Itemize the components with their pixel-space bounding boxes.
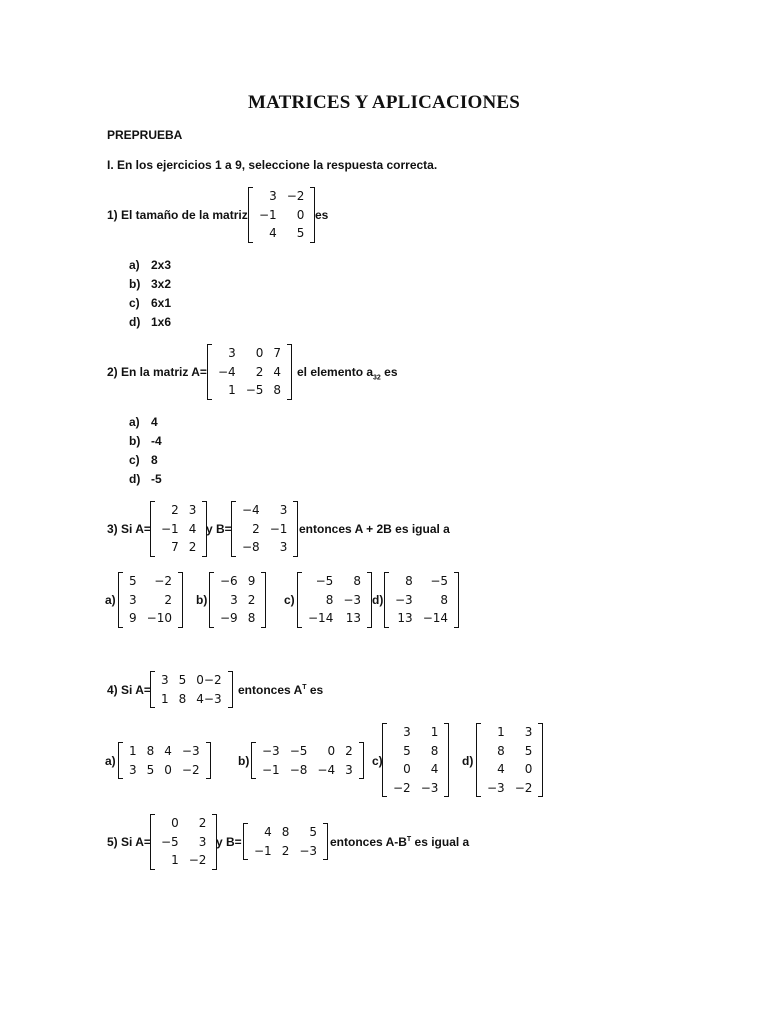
matrix-cell: −5 [161, 834, 179, 849]
matrix-cell: 2 [171, 503, 179, 517]
matrix-cell: 3 [279, 503, 288, 517]
q2-option [129, 472, 162, 486]
matrix-cell: 4 [430, 762, 439, 776]
matrix-cell: 9 [247, 574, 256, 588]
matrix-cell: 5 [403, 743, 411, 758]
instructions: I. En los ejercicios 1 a 9, seleccione la respuesta correcta. [107, 158, 438, 172]
matrix-left-bracket [207, 344, 212, 400]
matrix-cell: −6 [220, 574, 238, 588]
matrix-left-bracket [248, 187, 253, 243]
matrix-cell: 9 [129, 611, 137, 625]
matrix-cell: −14 [308, 611, 334, 625]
matrix-cell: −2 [181, 762, 200, 777]
q4-option-c-label: c) [372, 754, 383, 768]
matrix-cell: 0 [327, 744, 336, 758]
matrix-cell: 3 [129, 762, 137, 777]
matrix-cell: 2 [345, 744, 353, 758]
q5-prefix: 5) Si A= [107, 835, 151, 849]
matrix-cell: 1 [129, 744, 137, 758]
matrix-cell: −8 [289, 762, 308, 777]
matrix-cell: −3 [181, 744, 200, 758]
matrix-cell: −4 [242, 503, 260, 517]
matrix-cell: 5 [309, 825, 318, 839]
q1-option [129, 315, 171, 329]
matrix-cell: 3 [524, 725, 533, 739]
matrix-right-bracket [323, 823, 328, 860]
q5-mid: y B= [216, 835, 242, 849]
matrix-left-bracket [243, 823, 248, 860]
section-heading: PREPRUEBA [107, 128, 183, 142]
q5-suffix: entonces $A-B^T$ es igual a [330, 835, 470, 849]
matrix-cell: −8 [242, 540, 260, 554]
matrix-cell: 8 [325, 592, 334, 607]
q3-matrix-a [150, 501, 207, 557]
matrix-cell: −2 [188, 853, 207, 867]
q4-option-c-matrix [382, 723, 449, 797]
q4-option-d-label: d) [462, 754, 474, 768]
matrix-cell: 4 [497, 762, 505, 776]
matrix-cell: 1 [161, 691, 169, 706]
matrix-cell: 8 [440, 592, 449, 607]
matrix-cell: 0 [171, 816, 179, 830]
q3-matrix-b [231, 501, 298, 557]
q4-option-d-matrix [476, 723, 543, 797]
option-text: -4 [151, 434, 162, 448]
matrix-cell: 8 [405, 574, 413, 588]
q3-suffix: entonces A + 2B es igual a [299, 522, 450, 536]
matrix-cell: −4 [317, 762, 336, 777]
option-label: b) [129, 277, 141, 291]
option-text: 6x1 [151, 296, 172, 310]
matrix-right-bracket [228, 671, 233, 708]
matrix-cell: 8 [497, 743, 505, 758]
matrix-cell: 8 [281, 825, 290, 839]
matrix-cell: 3 [345, 762, 353, 777]
matrix-cell: 5 [129, 574, 137, 588]
matrix-left-bracket [297, 572, 302, 628]
matrix-cell: 5 [146, 762, 155, 777]
q4-prefix: 4) Si A= [107, 683, 151, 697]
option-text: -5 [151, 472, 162, 486]
matrix-cell: 4−3 [196, 691, 222, 706]
q5-matrix-b [243, 823, 328, 860]
option-text: 4 [151, 415, 158, 429]
q3-option-a-matrix [118, 572, 183, 628]
matrix-right-bracket [261, 572, 266, 628]
option-text: 3x2 [151, 277, 172, 291]
matrix-cell: −5 [430, 574, 449, 588]
matrix-cell: −3 [299, 843, 318, 858]
matrix-cell: 2 [164, 592, 172, 607]
matrix-cell: 1 [430, 725, 439, 739]
matrix-cell: 8 [178, 691, 187, 706]
q3-option-a-label: a) [105, 593, 116, 607]
matrix-right-bracket [538, 723, 543, 797]
matrix-left-bracket [251, 742, 256, 779]
matrix-cell: 5 [178, 673, 187, 687]
matrix-cell: −1 [269, 521, 288, 536]
option-text: 2x3 [151, 258, 172, 272]
matrix-cell: −5 [245, 383, 264, 397]
matrix-cell: −1 [262, 762, 280, 777]
matrix-left-bracket [382, 723, 387, 797]
q2-suffix: el elemento $a_{32}$ es [297, 365, 398, 382]
matrix-cell: −3 [343, 592, 362, 607]
matrix-cell: 5 [524, 743, 533, 758]
q3-option-d-label: d) [372, 593, 384, 607]
matrix-cell: 3 [269, 189, 277, 203]
matrix-cell: 0 [255, 346, 264, 360]
matrix-cell: 1 [171, 853, 179, 867]
option-label: c) [129, 296, 140, 310]
matrix-right-bracket [359, 742, 364, 779]
matrix-cell: 3 [129, 592, 137, 607]
q4-option-a-matrix [118, 742, 211, 779]
matrix-cell: 3 [188, 503, 197, 517]
matrix-cell: 0 [524, 762, 533, 776]
matrix-cell: −3 [487, 780, 505, 795]
matrix-cell: 0 [296, 207, 305, 222]
matrix-cell: −3 [262, 744, 280, 758]
matrix-cell: 3 [161, 673, 169, 687]
matrix-left-bracket [150, 814, 155, 870]
matrix-cell: 0−2 [196, 673, 222, 687]
q3-mid: y B= [206, 522, 232, 536]
q5-matrix-a [150, 814, 217, 870]
matrix-cell: −14 [422, 611, 449, 625]
matrix-cell: 13 [397, 611, 413, 625]
q4-suffix: entonces $A^T$ es [238, 683, 324, 697]
q1-suffix: es [315, 208, 329, 222]
q3-option-b-matrix [209, 572, 266, 628]
matrix-cell: 5 [296, 226, 305, 240]
matrix-right-bracket [444, 723, 449, 797]
matrix-left-bracket [118, 572, 123, 628]
page-title: MATRICES Y APLICACIONES [247, 92, 521, 113]
matrix-cell: 8 [273, 383, 282, 397]
matrix-cell: 8 [353, 574, 362, 588]
matrix-cell: 3 [198, 834, 207, 849]
matrix-cell: −4 [218, 364, 236, 379]
matrix-cell: 4 [264, 825, 272, 839]
option-text: 1x6 [151, 315, 172, 329]
matrix-cell: 2 [281, 843, 290, 858]
matrix-left-bracket [384, 572, 389, 628]
matrix-left-bracket [231, 501, 236, 557]
matrix-cell: 1 [497, 725, 505, 739]
matrix-cell: −1 [254, 843, 272, 858]
matrix-left-bracket [118, 742, 123, 779]
matrix-cell: 4 [188, 521, 197, 536]
matrix-cell: 2 [198, 816, 207, 830]
q4-option-a-label: a) [105, 754, 116, 768]
matrix-right-bracket [454, 572, 459, 628]
option-label: c) [129, 453, 140, 467]
matrix-left-bracket [150, 501, 155, 557]
matrix-cell: 2 [255, 364, 264, 379]
matrix-cell: 3 [403, 725, 411, 739]
matrix-left-bracket [150, 671, 155, 708]
matrix-cell: −5 [289, 744, 308, 758]
matrix-cell: 0 [164, 762, 172, 777]
matrix-cell: 0 [403, 762, 411, 776]
matrix-cell: 4 [164, 744, 172, 758]
q1-prefix: 1) El tamaño de la matriz [107, 208, 248, 222]
q4-option-b-matrix [251, 742, 364, 779]
q2-option [129, 434, 162, 448]
matrix-cell: 2 [188, 540, 197, 554]
matrix-cell: −9 [220, 611, 238, 625]
matrix-left-bracket [476, 723, 481, 797]
option-label: b) [129, 434, 141, 448]
matrix-cell: 4 [273, 364, 282, 379]
matrix-cell: 13 [345, 611, 362, 625]
q4-option-b-label: b) [238, 754, 250, 768]
matrix-cell: −2 [286, 189, 305, 203]
option-text: 8 [151, 453, 158, 467]
matrix-cell: 8 [247, 611, 256, 625]
option-label: a) [129, 415, 140, 429]
matrix-cell: −2 [393, 780, 411, 795]
option-label: d) [129, 315, 141, 329]
q3-option-c-matrix [297, 572, 372, 628]
matrix-left-bracket [209, 572, 214, 628]
matrix-cell: −5 [315, 574, 334, 588]
q2-option [129, 453, 158, 467]
matrix-cell: −10 [146, 611, 172, 625]
matrix-right-bracket [178, 572, 183, 628]
option-label: a) [129, 258, 140, 272]
matrix-cell: 2 [252, 521, 260, 536]
matrix-cell: 8 [430, 743, 439, 758]
matrix-right-bracket [293, 501, 298, 557]
matrix-cell: 3 [228, 346, 236, 360]
matrix-cell: 8 [146, 744, 155, 758]
matrix-cell: 7 [171, 540, 179, 554]
matrix-cell: −1 [259, 207, 277, 222]
q2-matrix [207, 344, 292, 400]
matrix-right-bracket [287, 344, 292, 400]
q4-matrix [150, 671, 233, 708]
q1-option [129, 296, 171, 310]
matrix-cell: 2 [247, 592, 256, 607]
matrix-cell: 7 [273, 346, 282, 360]
q1-option [129, 277, 171, 291]
matrix-cell: 3 [279, 540, 288, 554]
q3-option-c-label: c) [284, 593, 295, 607]
matrix-right-bracket [206, 742, 211, 779]
matrix-cell: 4 [269, 226, 277, 240]
q2-option [129, 415, 158, 429]
matrix-cell: −2 [154, 574, 172, 588]
matrix-cell: 1 [228, 383, 236, 397]
matrix-cell: −3 [395, 592, 413, 607]
q1-option [129, 258, 171, 272]
q3-prefix: 3) Si A= [107, 522, 151, 536]
matrix-cell: −3 [420, 780, 439, 795]
q3-option-d-matrix [384, 572, 459, 628]
q3-option-b-label: b) [196, 593, 208, 607]
matrix-cell: −2 [514, 780, 533, 795]
matrix-cell: −1 [161, 521, 179, 536]
q2-prefix: 2) En la matriz A= [107, 365, 207, 379]
q1-matrix [248, 187, 315, 243]
matrix-cell: 3 [230, 592, 238, 607]
option-label: d) [129, 472, 141, 486]
